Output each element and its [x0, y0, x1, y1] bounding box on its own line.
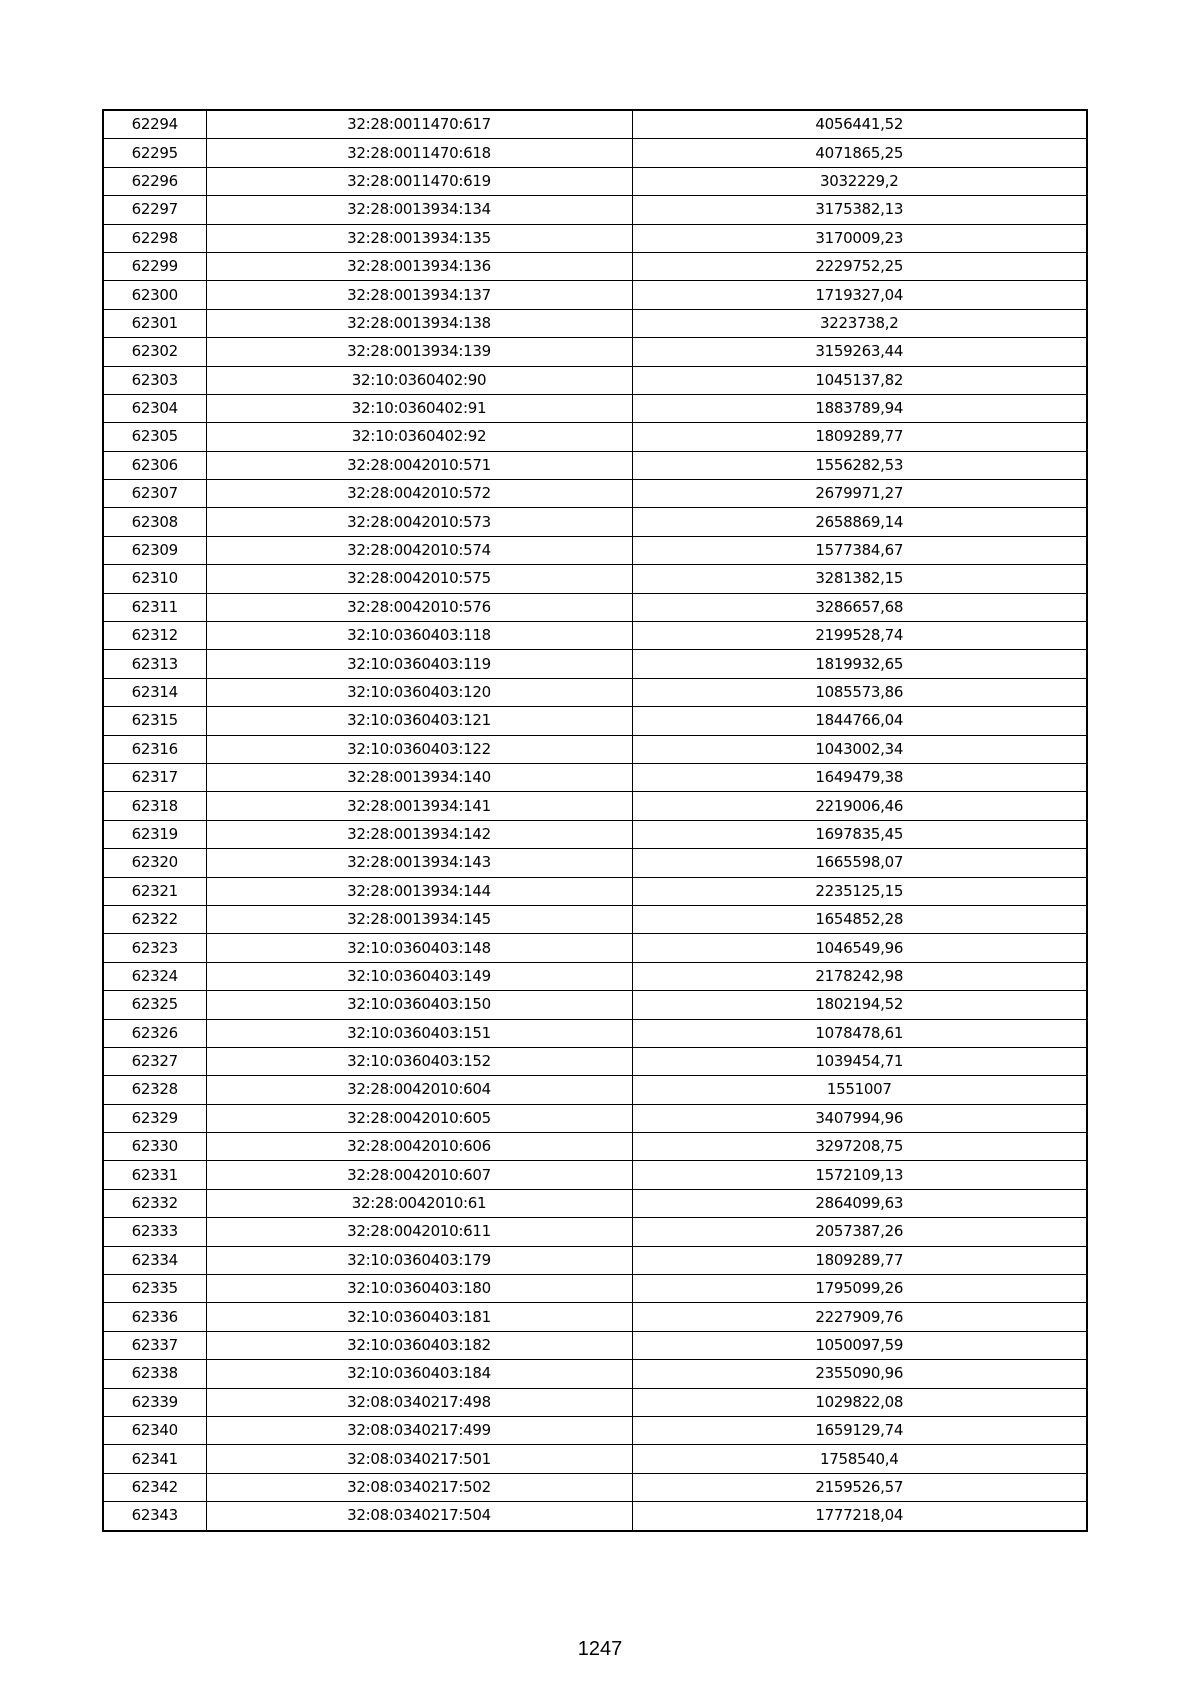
cadastral-number-cell: 32:08:0340217:498	[206, 1388, 632, 1416]
table-row	[103, 110, 1087, 139]
row-number-cell: 62331	[103, 1161, 206, 1189]
table-row	[103, 1133, 1087, 1161]
table-row	[103, 991, 1087, 1019]
row-number-cell: 62312	[103, 622, 206, 650]
row-number-cell: 62341	[103, 1445, 206, 1473]
cadastral-number-cell: 32:10:0360403:181	[206, 1303, 632, 1331]
value-cell: 2679971,27	[632, 480, 1087, 508]
value-cell: 4071865,25	[632, 139, 1087, 167]
row-number-cell: 62332	[103, 1189, 206, 1217]
cadastral-number-cell: 32:08:0340217:504	[206, 1502, 632, 1531]
table-row	[103, 224, 1087, 252]
value-cell: 3407994,96	[632, 1104, 1087, 1132]
value-cell: 2219006,46	[632, 792, 1087, 820]
row-number-cell: 62334	[103, 1246, 206, 1274]
cadastral-number-cell: 32:28:0013934:141	[206, 792, 632, 820]
cadastral-number-cell: 32:10:0360403:150	[206, 991, 632, 1019]
row-number-cell: 62330	[103, 1133, 206, 1161]
row-number-cell: 62321	[103, 877, 206, 905]
cadastral-number-cell: 32:10:0360403:182	[206, 1331, 632, 1359]
row-number-cell: 62296	[103, 167, 206, 195]
cadastral-number-cell: 32:10:0360403:148	[206, 934, 632, 962]
value-cell: 1809289,77	[632, 1246, 1087, 1274]
table-row	[103, 1473, 1087, 1501]
table-row	[103, 934, 1087, 962]
value-cell: 1043002,34	[632, 735, 1087, 763]
cadastral-number-cell: 32:10:0360403:180	[206, 1275, 632, 1303]
data-table	[102, 109, 1088, 1532]
value-cell: 2355090,96	[632, 1360, 1087, 1388]
cadastral-number-cell: 32:28:0042010:606	[206, 1133, 632, 1161]
table-row	[103, 338, 1087, 366]
cadastral-number-cell: 32:28:0042010:611	[206, 1218, 632, 1246]
row-number-cell: 62310	[103, 565, 206, 593]
table-row	[103, 1104, 1087, 1132]
table-row	[103, 252, 1087, 280]
row-number-cell: 62328	[103, 1076, 206, 1104]
table-row	[103, 394, 1087, 422]
table-row	[103, 1445, 1087, 1473]
value-cell: 1795099,26	[632, 1275, 1087, 1303]
cadastral-number-cell: 32:28:0011470:617	[206, 110, 632, 139]
value-cell: 3170009,23	[632, 224, 1087, 252]
cadastral-number-cell: 32:28:0013934:145	[206, 905, 632, 933]
row-number-cell: 62294	[103, 110, 206, 139]
page-number: 1247	[577, 1638, 623, 1660]
table-body	[103, 110, 1087, 1531]
row-number-cell: 62311	[103, 593, 206, 621]
row-number-cell: 62317	[103, 763, 206, 791]
value-cell: 3281382,15	[632, 565, 1087, 593]
cadastral-number-cell: 32:08:0340217:499	[206, 1416, 632, 1444]
cadastral-number-cell: 32:08:0340217:501	[206, 1445, 632, 1473]
table-row	[103, 167, 1087, 195]
row-number-cell: 62322	[103, 905, 206, 933]
table-row	[103, 1331, 1087, 1359]
table-row	[103, 1019, 1087, 1047]
cadastral-number-cell: 32:10:0360403:119	[206, 650, 632, 678]
value-cell: 2229752,25	[632, 252, 1087, 280]
cadastral-number-cell: 32:28:0013934:134	[206, 196, 632, 224]
value-cell: 3032229,2	[632, 167, 1087, 195]
row-number-cell: 62299	[103, 252, 206, 280]
value-cell: 1029822,08	[632, 1388, 1087, 1416]
value-cell: 1697835,45	[632, 820, 1087, 848]
table-row	[103, 1076, 1087, 1104]
table-row	[103, 962, 1087, 990]
row-number-cell: 62325	[103, 991, 206, 1019]
cadastral-number-cell: 32:10:0360403:121	[206, 707, 632, 735]
table-row	[103, 593, 1087, 621]
value-cell: 2658869,14	[632, 508, 1087, 536]
value-cell: 1758540,4	[632, 1445, 1087, 1473]
row-number-cell: 62338	[103, 1360, 206, 1388]
value-cell: 1577384,67	[632, 536, 1087, 564]
row-number-cell: 62316	[103, 735, 206, 763]
row-number-cell: 62297	[103, 196, 206, 224]
row-number-cell: 62340	[103, 1416, 206, 1444]
table-row	[103, 508, 1087, 536]
row-number-cell: 62343	[103, 1502, 206, 1531]
value-cell: 1572109,13	[632, 1161, 1087, 1189]
cadastral-number-cell: 32:10:0360402:91	[206, 394, 632, 422]
table-row	[103, 1416, 1087, 1444]
cadastral-number-cell: 32:28:0013934:139	[206, 338, 632, 366]
cadastral-number-cell: 32:10:0360403:151	[206, 1019, 632, 1047]
table-row	[103, 735, 1087, 763]
table-row	[103, 1502, 1087, 1531]
cadastral-number-cell: 32:10:0360402:92	[206, 423, 632, 451]
cadastral-number-cell: 32:28:0013934:140	[206, 763, 632, 791]
cadastral-number-cell: 32:28:0042010:573	[206, 508, 632, 536]
row-number-cell: 62319	[103, 820, 206, 848]
value-cell: 1039454,71	[632, 1047, 1087, 1075]
data-table-container	[102, 109, 1086, 1532]
cadastral-number-cell: 32:10:0360403:122	[206, 735, 632, 763]
row-number-cell: 62320	[103, 849, 206, 877]
cadastral-number-cell: 32:28:0042010:575	[206, 565, 632, 593]
table-row	[103, 1275, 1087, 1303]
table-row	[103, 1161, 1087, 1189]
value-cell: 3223738,2	[632, 309, 1087, 337]
value-cell: 1844766,04	[632, 707, 1087, 735]
row-number-cell: 62323	[103, 934, 206, 962]
row-number-cell: 62342	[103, 1473, 206, 1501]
value-cell: 2159526,57	[632, 1473, 1087, 1501]
value-cell: 1777218,04	[632, 1502, 1087, 1531]
value-cell: 2199528,74	[632, 622, 1087, 650]
cadastral-number-cell: 32:10:0360403:149	[206, 962, 632, 990]
value-cell: 2235125,15	[632, 877, 1087, 905]
value-cell: 2864099,63	[632, 1189, 1087, 1217]
row-number-cell: 62327	[103, 1047, 206, 1075]
value-cell: 1085573,86	[632, 678, 1087, 706]
row-number-cell: 62306	[103, 451, 206, 479]
cadastral-number-cell: 32:28:0013934:143	[206, 849, 632, 877]
row-number-cell: 62300	[103, 281, 206, 309]
value-cell: 1819932,65	[632, 650, 1087, 678]
table-row	[103, 196, 1087, 224]
table-row	[103, 565, 1087, 593]
table-row	[103, 905, 1087, 933]
value-cell: 1654852,28	[632, 905, 1087, 933]
value-cell: 4056441,52	[632, 110, 1087, 139]
table-row	[103, 1388, 1087, 1416]
cadastral-number-cell: 32:28:0042010:572	[206, 480, 632, 508]
row-number-cell: 62318	[103, 792, 206, 820]
table-row	[103, 1360, 1087, 1388]
table-row	[103, 480, 1087, 508]
cadastral-number-cell: 32:28:0013934:138	[206, 309, 632, 337]
table-row	[103, 1218, 1087, 1246]
cadastral-number-cell: 32:08:0340217:502	[206, 1473, 632, 1501]
cadastral-number-cell: 32:10:0360403:118	[206, 622, 632, 650]
value-cell: 1809289,77	[632, 423, 1087, 451]
row-number-cell: 62336	[103, 1303, 206, 1331]
table-row	[103, 281, 1087, 309]
row-number-cell: 62313	[103, 650, 206, 678]
value-cell: 2178242,98	[632, 962, 1087, 990]
cadastral-number-cell: 32:10:0360402:90	[206, 366, 632, 394]
row-number-cell: 62302	[103, 338, 206, 366]
row-number-cell: 62314	[103, 678, 206, 706]
row-number-cell: 62305	[103, 423, 206, 451]
cadastral-number-cell: 32:28:0013934:144	[206, 877, 632, 905]
table-row	[103, 1047, 1087, 1075]
row-number-cell: 62339	[103, 1388, 206, 1416]
table-row	[103, 763, 1087, 791]
table-row	[103, 1189, 1087, 1217]
cadastral-number-cell: 32:28:0011470:618	[206, 139, 632, 167]
cadastral-number-cell: 32:10:0360403:120	[206, 678, 632, 706]
value-cell: 1078478,61	[632, 1019, 1087, 1047]
table-row	[103, 792, 1087, 820]
row-number-cell: 62298	[103, 224, 206, 252]
value-cell: 2227909,76	[632, 1303, 1087, 1331]
value-cell: 1665598,07	[632, 849, 1087, 877]
row-number-cell: 62335	[103, 1275, 206, 1303]
row-number-cell: 62303	[103, 366, 206, 394]
table-row	[103, 451, 1087, 479]
row-number-cell: 62326	[103, 1019, 206, 1047]
value-cell: 1556282,53	[632, 451, 1087, 479]
value-cell: 1883789,94	[632, 394, 1087, 422]
cadastral-number-cell: 32:28:0042010:607	[206, 1161, 632, 1189]
row-number-cell: 62315	[103, 707, 206, 735]
cadastral-number-cell: 32:28:0042010:605	[206, 1104, 632, 1132]
table-row	[103, 849, 1087, 877]
table-row	[103, 678, 1087, 706]
value-cell: 2057387,26	[632, 1218, 1087, 1246]
value-cell: 1046549,96	[632, 934, 1087, 962]
table-row	[103, 707, 1087, 735]
value-cell: 1719327,04	[632, 281, 1087, 309]
value-cell: 1050097,59	[632, 1331, 1087, 1359]
row-number-cell: 62337	[103, 1331, 206, 1359]
table-row	[103, 309, 1087, 337]
table-row	[103, 1303, 1087, 1331]
table-row	[103, 820, 1087, 848]
cadastral-number-cell: 32:10:0360403:184	[206, 1360, 632, 1388]
cadastral-number-cell: 32:28:0013934:135	[206, 224, 632, 252]
row-number-cell: 62324	[103, 962, 206, 990]
table-row	[103, 650, 1087, 678]
table-row	[103, 1246, 1087, 1274]
cadastral-number-cell: 32:28:0011470:619	[206, 167, 632, 195]
table-row	[103, 622, 1087, 650]
row-number-cell: 62304	[103, 394, 206, 422]
cadastral-number-cell: 32:28:0013934:142	[206, 820, 632, 848]
value-cell: 1802194,52	[632, 991, 1087, 1019]
row-number-cell: 62329	[103, 1104, 206, 1132]
row-number-cell: 62309	[103, 536, 206, 564]
cadastral-number-cell: 32:28:0042010:576	[206, 593, 632, 621]
value-cell: 1045137,82	[632, 366, 1087, 394]
value-cell: 3159263,44	[632, 338, 1087, 366]
table-row	[103, 139, 1087, 167]
row-number-cell: 62301	[103, 309, 206, 337]
table-row	[103, 423, 1087, 451]
cadastral-number-cell: 32:28:0042010:571	[206, 451, 632, 479]
row-number-cell: 62333	[103, 1218, 206, 1246]
table-row	[103, 536, 1087, 564]
value-cell: 1659129,74	[632, 1416, 1087, 1444]
cadastral-number-cell: 32:28:0013934:136	[206, 252, 632, 280]
table-row	[103, 877, 1087, 905]
value-cell: 3175382,13	[632, 196, 1087, 224]
value-cell: 1551007	[632, 1076, 1087, 1104]
table-row	[103, 366, 1087, 394]
row-number-cell: 62295	[103, 139, 206, 167]
cadastral-number-cell: 32:10:0360403:179	[206, 1246, 632, 1274]
value-cell: 1649479,38	[632, 763, 1087, 791]
cadastral-number-cell: 32:28:0042010:61	[206, 1189, 632, 1217]
value-cell: 3286657,68	[632, 593, 1087, 621]
row-number-cell: 62307	[103, 480, 206, 508]
row-number-cell: 62308	[103, 508, 206, 536]
cadastral-number-cell: 32:28:0042010:574	[206, 536, 632, 564]
value-cell: 3297208,75	[632, 1133, 1087, 1161]
cadastral-number-cell: 32:28:0042010:604	[206, 1076, 632, 1104]
cadastral-number-cell: 32:28:0013934:137	[206, 281, 632, 309]
cadastral-number-cell: 32:10:0360403:152	[206, 1047, 632, 1075]
